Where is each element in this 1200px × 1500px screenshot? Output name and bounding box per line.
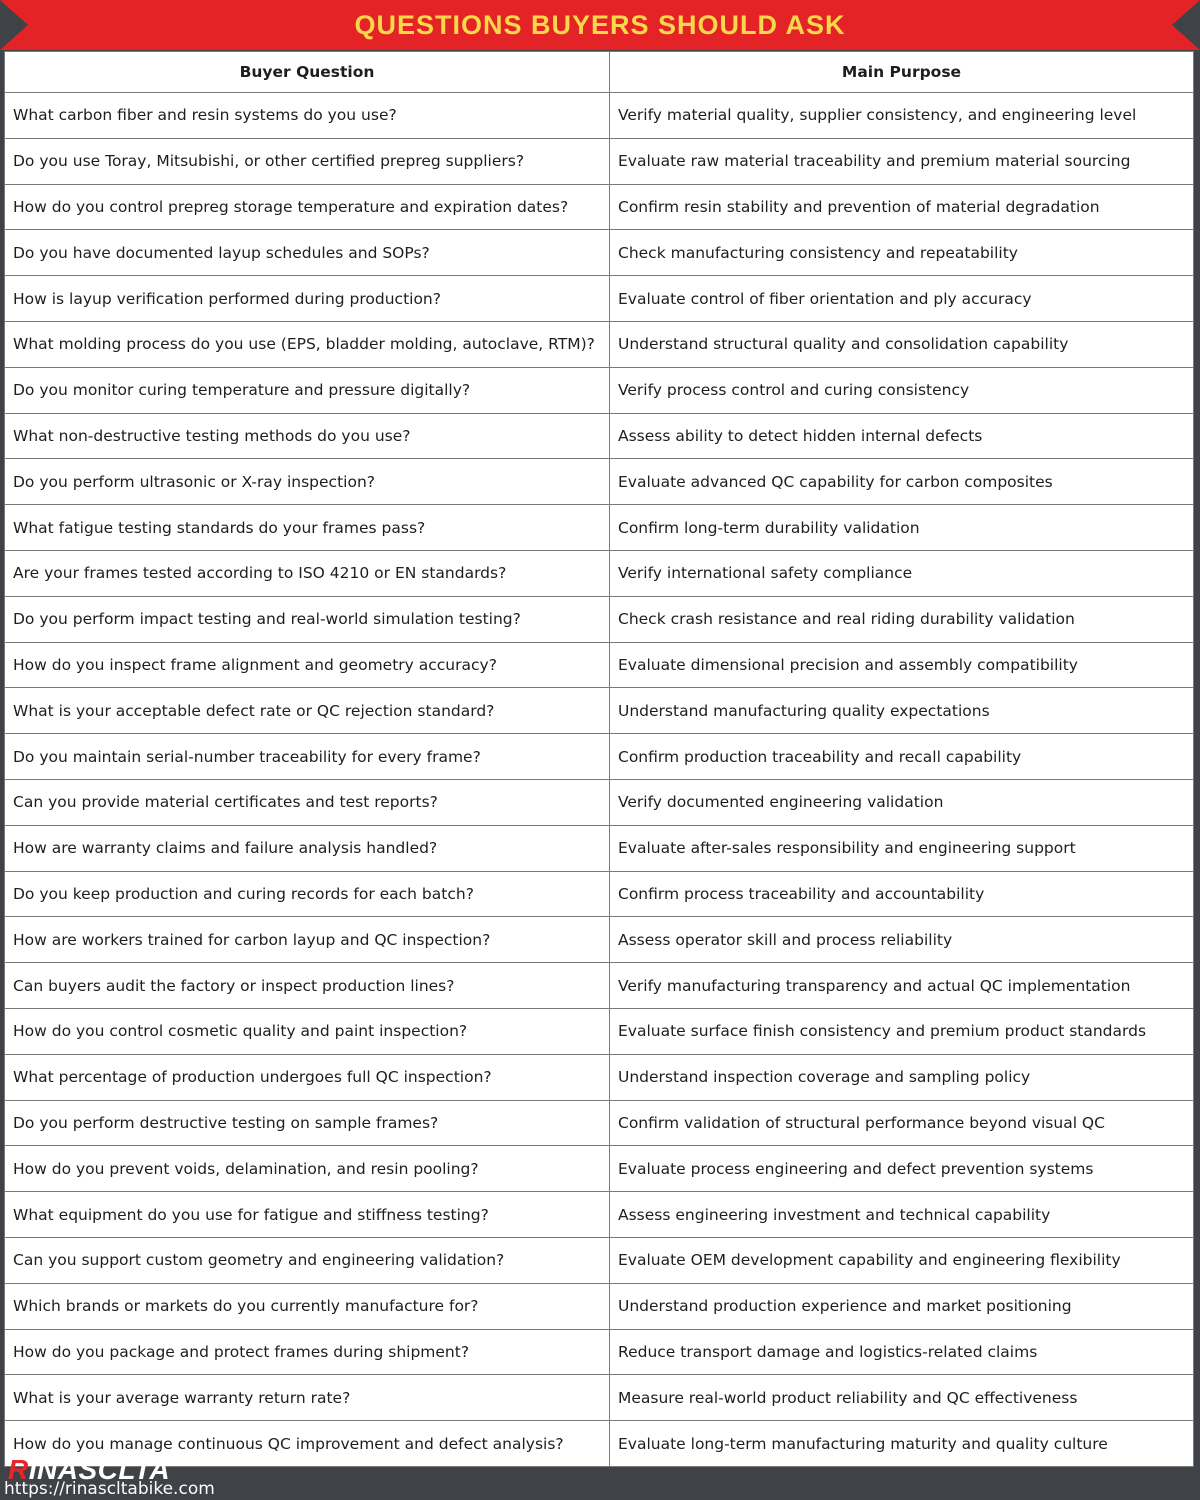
table-row xyxy=(5,413,1194,459)
main-purpose-cell: Understand production experience and market positioning xyxy=(610,1283,1194,1329)
table-row xyxy=(5,1146,1194,1192)
table-row xyxy=(5,642,1194,688)
table-body xyxy=(5,93,1194,1467)
main-purpose-cell: Evaluate after-sales responsibility and engineering support xyxy=(610,825,1194,871)
table-row xyxy=(5,917,1194,963)
column-header-main-purpose: Main Purpose xyxy=(610,52,1194,93)
main-purpose-cell: Evaluate dimensional precision and assembly compatibility xyxy=(610,642,1194,688)
table-row xyxy=(5,871,1194,917)
buyer-question-cell: Do you perform ultrasonic or X-ray inspection? xyxy=(5,459,610,505)
main-purpose-cell: Confirm production traceability and recall capability xyxy=(610,734,1194,780)
table-row xyxy=(5,1283,1194,1329)
table-row xyxy=(5,1329,1194,1375)
buyer-question-cell: How is layup verification performed during production? xyxy=(5,276,610,322)
title-banner xyxy=(0,0,1200,50)
buyer-question-cell: What carbon fiber and resin systems do you use? xyxy=(5,93,610,139)
buyer-question-cell: What percentage of production undergoes full QC inspection? xyxy=(5,1054,610,1100)
table-row xyxy=(5,596,1194,642)
buyer-question-cell: What fatigue testing standards do your frames pass? xyxy=(5,505,610,551)
table-row xyxy=(5,688,1194,734)
buyer-question-cell: Are your frames tested according to ISO 4210 or EN standards? xyxy=(5,550,610,596)
main-purpose-cell: Confirm long-term durability validation xyxy=(610,505,1194,551)
table-row xyxy=(5,93,1194,139)
main-purpose-cell: Measure real-world product reliability and QC effectiveness xyxy=(610,1375,1194,1421)
main-purpose-cell: Check crash resistance and real riding durability validation xyxy=(610,596,1194,642)
table-row xyxy=(5,1192,1194,1238)
table-row xyxy=(5,184,1194,230)
main-purpose-cell: Verify international safety compliance xyxy=(610,550,1194,596)
table-row xyxy=(5,734,1194,780)
buyer-question-cell: How do you control prepreg storage temperature and expiration dates? xyxy=(5,184,610,230)
main-purpose-cell: Confirm process traceability and accountability xyxy=(610,871,1194,917)
buyer-question-cell: How do you prevent voids, delamination, and resin pooling? xyxy=(5,1146,610,1192)
main-purpose-cell: Understand structural quality and consolidation capability xyxy=(610,321,1194,367)
table-row xyxy=(5,367,1194,413)
buyer-question-cell: How do you package and protect frames during shipment? xyxy=(5,1329,610,1375)
buyer-question-cell: How are warranty claims and failure analysis handled? xyxy=(5,825,610,871)
main-purpose-cell: Verify documented engineering validation xyxy=(610,779,1194,825)
main-purpose-cell: Evaluate raw material traceability and premium material sourcing xyxy=(610,138,1194,184)
questions-table xyxy=(4,51,1194,1467)
main-purpose-cell: Evaluate surface finish consistency and premium product standards xyxy=(610,1008,1194,1054)
column-header-buyer-question: Buyer Question xyxy=(5,52,610,93)
main-purpose-cell: Understand inspection coverage and sampling policy xyxy=(610,1054,1194,1100)
table-row xyxy=(5,779,1194,825)
table-row xyxy=(5,1237,1194,1283)
logo-initial: R xyxy=(8,1454,29,1485)
buyer-question-cell: How are workers trained for carbon layup and QC inspection? xyxy=(5,917,610,963)
table-row xyxy=(5,459,1194,505)
table-row xyxy=(5,276,1194,322)
main-purpose-cell: Verify process control and curing consistency xyxy=(610,367,1194,413)
buyer-question-cell: Can you support custom geometry and engineering validation? xyxy=(5,1237,610,1283)
buyer-question-cell: What is your average warranty return rate? xyxy=(5,1375,610,1421)
buyer-question-cell: How do you manage continuous QC improvement and defect analysis? xyxy=(5,1421,610,1467)
website-link[interactable]: https://rinasclt‌abike.com xyxy=(4,1479,215,1499)
buyer-question-cell: Do you perform destructive testing on sample frames? xyxy=(5,1100,610,1146)
buyer-question-cell: Which brands or markets do you currently manufacture for? xyxy=(5,1283,610,1329)
main-purpose-cell: Reduce transport damage and logistics-related claims xyxy=(610,1329,1194,1375)
table-row xyxy=(5,1008,1194,1054)
table-row xyxy=(5,1054,1194,1100)
buyer-question-cell: What molding process do you use (EPS, bladder molding, autoclave, RTM)? xyxy=(5,321,610,367)
table-row xyxy=(5,138,1194,184)
buyer-question-cell: What equipment do you use for fatigue and stiffness testing? xyxy=(5,1192,610,1238)
table-row xyxy=(5,321,1194,367)
logo-rest: INASCLTA xyxy=(28,1454,171,1485)
table-row xyxy=(5,550,1194,596)
page-title: QUESTIONS BUYERS SHOULD ASK xyxy=(354,10,846,40)
main-purpose-cell: Check manufacturing consistency and repeatability xyxy=(610,230,1194,276)
main-purpose-cell: Assess ability to detect hidden internal defects xyxy=(610,413,1194,459)
buyer-question-cell: Do you keep production and curing records for each batch? xyxy=(5,871,610,917)
main-purpose-cell: Assess engineering investment and technical capability xyxy=(610,1192,1194,1238)
table-row xyxy=(5,963,1194,1009)
main-purpose-cell: Verify manufacturing transparency and actual QC implementation xyxy=(610,963,1194,1009)
questions-table-container xyxy=(4,51,1193,1467)
table-row xyxy=(5,825,1194,871)
buyer-question-cell: Can you provide material certificates and test reports? xyxy=(5,779,610,825)
table-row xyxy=(5,230,1194,276)
table-row xyxy=(5,505,1194,551)
footer xyxy=(0,1450,1200,1500)
main-purpose-cell: Verify material quality, supplier consistency, and engineering level xyxy=(610,93,1194,139)
main-purpose-cell: Evaluate long-term manufacturing maturity and quality culture xyxy=(610,1421,1194,1467)
buyer-question-cell: What is your acceptable defect rate or QC rejection standard? xyxy=(5,688,610,734)
main-purpose-cell: Evaluate process engineering and defect prevention systems xyxy=(610,1146,1194,1192)
main-purpose-cell: Understand manufacturing quality expectations xyxy=(610,688,1194,734)
main-purpose-cell: Confirm validation of structural performance beyond visual QC xyxy=(610,1100,1194,1146)
buyer-question-cell: How do you inspect frame alignment and geometry accuracy? xyxy=(5,642,610,688)
buyer-question-cell: Do you have documented layup schedules and SOPs? xyxy=(5,230,610,276)
buyer-question-cell: Do you perform impact testing and real-world simulation testing? xyxy=(5,596,610,642)
buyer-question-cell: Do you monitor curing temperature and pressure digitally? xyxy=(5,367,610,413)
main-purpose-cell: Evaluate advanced QC capability for carbon composites xyxy=(610,459,1194,505)
buyer-question-cell: How do you control cosmetic quality and paint inspection? xyxy=(5,1008,610,1054)
main-purpose-cell: Confirm resin stability and prevention of material degradation xyxy=(610,184,1194,230)
buyer-question-cell: Do you use Toray, Mitsubishi, or other certified prepreg suppliers? xyxy=(5,138,610,184)
buyer-question-cell: What non-destructive testing methods do you use? xyxy=(5,413,610,459)
table-row xyxy=(5,1100,1194,1146)
main-purpose-cell: Evaluate control of fiber orientation and ply accuracy xyxy=(610,276,1194,322)
buyer-question-cell: Do you maintain serial-number traceability for every frame? xyxy=(5,734,610,780)
main-purpose-cell: Evaluate OEM development capability and engineering flexibility xyxy=(610,1237,1194,1283)
table-header-row xyxy=(5,52,1194,93)
buyer-question-cell: Can buyers audit the factory or inspect production lines? xyxy=(5,963,610,1009)
table-row xyxy=(5,1375,1194,1421)
main-purpose-cell: Assess operator skill and process reliability xyxy=(610,917,1194,963)
